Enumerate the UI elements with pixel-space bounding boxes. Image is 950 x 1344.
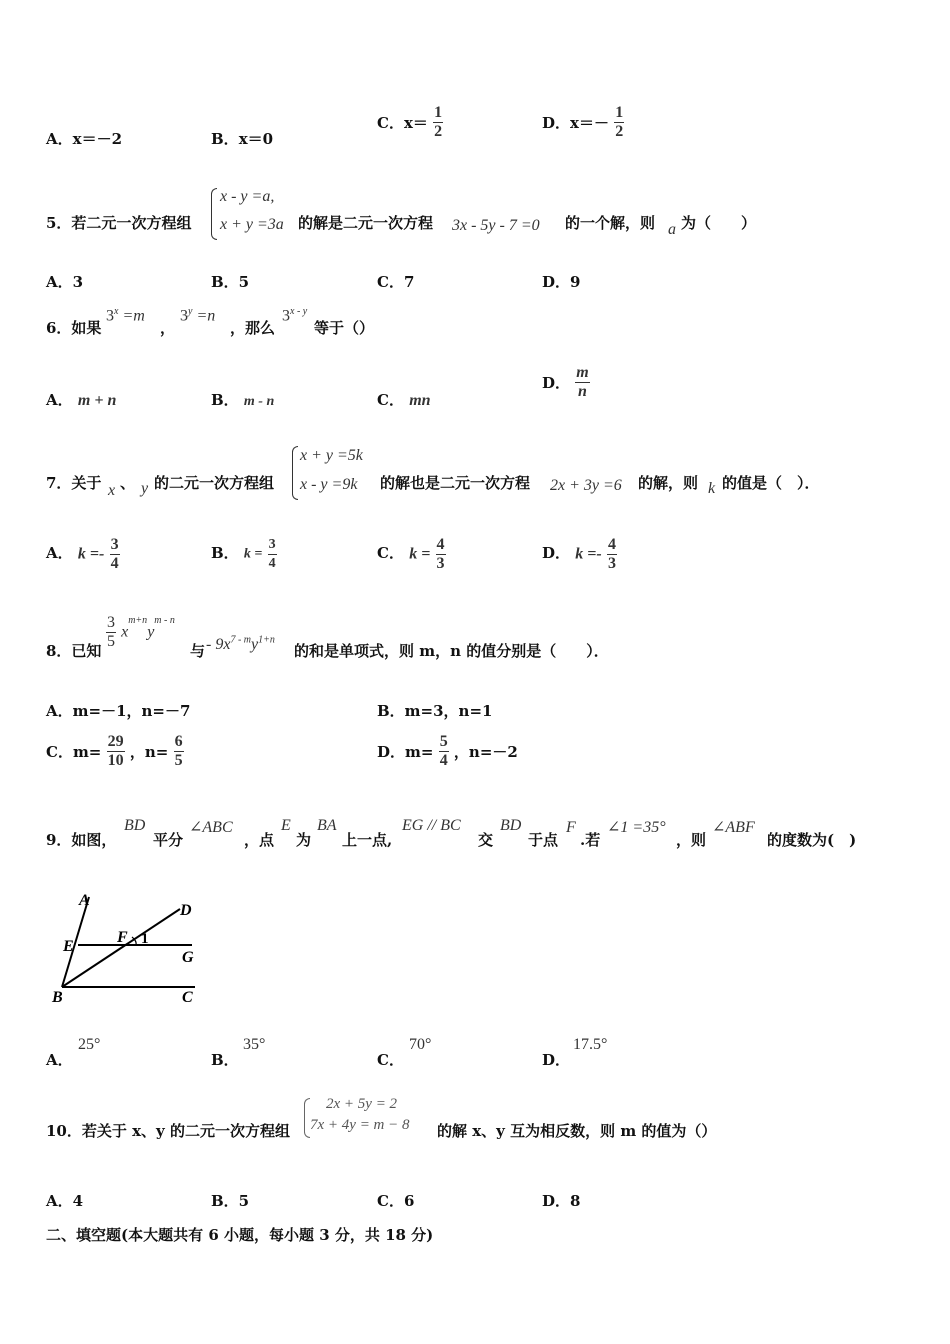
q9-t9: 的度数为( ) bbox=[767, 831, 857, 849]
q9-prefix: 9．如图， bbox=[46, 831, 117, 849]
label-f: F bbox=[117, 929, 128, 946]
q6-option-b: B． m - n bbox=[211, 391, 275, 409]
q8-c-fraction-m: $\frac{29}{10}$ bbox=[107, 733, 124, 769]
q7-option-d: D． k =- $\frac{4}{3}$ bbox=[542, 536, 616, 572]
q4-option-b: B．x＝0 bbox=[211, 130, 274, 148]
q7-eq1: x + y =5k bbox=[300, 447, 363, 464]
q6-expr2: $3^y =n$ bbox=[180, 306, 216, 325]
q9-t1: 平分 bbox=[153, 831, 184, 849]
q7-prefix: 7．关于 bbox=[46, 474, 102, 492]
q7-mid: 的二元一次方程组 bbox=[154, 474, 275, 492]
q9-option-b-value: 35° bbox=[243, 1036, 266, 1053]
q4-option-d: D．x＝－ $\frac{1}{2}$ bbox=[542, 104, 624, 140]
q10-eq1: 2x + 5y = 2 bbox=[326, 1096, 398, 1112]
q8-option-b: B．m=3，n=1 bbox=[377, 702, 493, 720]
q5-eq2: x + y =3a bbox=[220, 216, 284, 233]
q9-abf: ∠ABF bbox=[712, 819, 755, 836]
q8-suffix: 的和是单项式，则 m，n 的值分别是（ ）． bbox=[294, 642, 609, 660]
q8-fraction: $\frac{3}{5}$ bbox=[107, 614, 115, 650]
label-c: C bbox=[182, 989, 193, 1006]
q10-option-a: A．4 bbox=[46, 1192, 84, 1210]
q5-suffix: 为（ ） bbox=[681, 214, 757, 232]
q5-mid2: 的一个解，则 bbox=[565, 214, 656, 232]
q6-mid: ，那么 bbox=[230, 319, 276, 337]
q5-option-a: A．3 bbox=[46, 273, 84, 291]
section-2-heading: 二、填空题(本大题共有 6 小题，每小题 3 分，共 18 分) bbox=[46, 1226, 434, 1244]
q9-option-d-value: 17.5° bbox=[573, 1036, 608, 1053]
q4-d-fraction: $\frac{1}{2}$ bbox=[615, 104, 624, 140]
q7-option-b: B． k = $\frac{3}{4}$ bbox=[211, 537, 276, 571]
q10-suffix: 的解 x、y 互为相反数，则 m 的值为（） bbox=[437, 1122, 717, 1140]
q8-option-d: D．m= $\frac{5}{4}$ ，n=－2 bbox=[377, 733, 518, 769]
q9-option-d-letter: D． bbox=[542, 1051, 571, 1069]
q6-expr3: 3$^{x - y}$ bbox=[282, 306, 308, 325]
q7-c-fraction: $\frac{4}{3}$ bbox=[436, 536, 445, 572]
q7-option-a: A． k =- $\frac{3}{4}$ bbox=[46, 536, 119, 572]
q9-option-a-value: 25° bbox=[78, 1036, 101, 1053]
q7-brace bbox=[292, 446, 298, 500]
q8-c-fraction-n: $\frac{6}{5}$ bbox=[174, 733, 183, 769]
q6-d-fraction: $\frac{m}{n}$ bbox=[576, 364, 589, 400]
label-angle-1: 1 bbox=[141, 931, 149, 947]
q8-d-fraction: $\frac{5}{4}$ bbox=[439, 733, 448, 769]
q5-option-c: C．7 bbox=[377, 273, 415, 291]
label-b: B bbox=[52, 989, 63, 1006]
q8-prefix: 8．已知 bbox=[46, 642, 102, 660]
q10-option-c: C．6 bbox=[377, 1192, 415, 1210]
q7-a-fraction: $\frac{3}{4}$ bbox=[110, 536, 119, 572]
q7-k: k bbox=[708, 480, 716, 497]
q6-expr1: $3^x =m$ bbox=[106, 306, 145, 325]
q9-t4: 上一点, bbox=[342, 831, 393, 849]
q8-option-a: A．m=－1，n=－7 bbox=[46, 702, 191, 720]
q9-t5: 交 bbox=[478, 831, 494, 849]
q6-suffix: 等于（） bbox=[314, 319, 375, 337]
q7-eq2: x - y =9k bbox=[300, 476, 358, 493]
q6-option-d: D． $\frac{m}{n}$ bbox=[542, 364, 589, 400]
q7-mid3: 的解，则 bbox=[638, 474, 699, 492]
q6-comma: ， bbox=[160, 319, 176, 337]
q9-t7: .若 bbox=[580, 831, 601, 849]
q5-option-b: B．5 bbox=[211, 273, 250, 291]
q7-sep: 、 bbox=[120, 474, 136, 492]
q7-y: y bbox=[141, 480, 149, 497]
q5-eq1: x - y =a, bbox=[220, 188, 275, 205]
q9-option-c-value: 70° bbox=[409, 1036, 432, 1053]
q10-option-d: D．8 bbox=[542, 1192, 581, 1210]
q9-option-b-letter: B． bbox=[211, 1051, 239, 1069]
q9-abc: ∠ABC bbox=[189, 819, 233, 836]
q9-f: F bbox=[566, 819, 576, 836]
q5-var: a bbox=[668, 221, 676, 238]
q6-option-a: A． m + n bbox=[46, 391, 117, 409]
q9-ba: BA bbox=[317, 817, 337, 834]
q8-option-c: C．m= $\frac{29}{10}$ ，n= $\frac{6}{5}$ bbox=[46, 733, 183, 769]
q5-brace bbox=[211, 188, 217, 240]
q9-t6: 于点 bbox=[528, 831, 559, 849]
q7-x: x bbox=[108, 482, 116, 499]
q6-prefix: 6．如果 bbox=[46, 319, 102, 337]
q4-option-a: A．x＝－2 bbox=[46, 130, 123, 148]
q9-e: E bbox=[281, 817, 291, 834]
q9-option-a-letter: A． bbox=[46, 1051, 73, 1069]
q9-t2: ，点 bbox=[244, 831, 275, 849]
line-bd bbox=[62, 909, 180, 987]
q9-figure bbox=[40, 885, 220, 1010]
q5-mid: 的解是二元一次方程 bbox=[298, 214, 434, 232]
q9-bd2: BD bbox=[500, 817, 522, 834]
label-e: E bbox=[63, 938, 74, 955]
q5-prefix: 5．若二元一次方程组 bbox=[46, 214, 192, 232]
q9-angle: ∠1 =35° bbox=[607, 819, 666, 836]
q7-d-fraction: $\frac{4}{3}$ bbox=[607, 536, 616, 572]
q10-eq2: 7x + 4y = m − 8 bbox=[310, 1117, 410, 1133]
q7-mid2: 的解也是二元一次方程 bbox=[380, 474, 531, 492]
q10-prefix: 10．若关于 x、y 的二元一次方程组 bbox=[46, 1122, 290, 1140]
q10-option-b: B．5 bbox=[211, 1192, 250, 1210]
q5-option-d: D．9 bbox=[542, 273, 581, 291]
q8-term2: - $9x^{7 - m}y^{1+n}$ bbox=[206, 634, 275, 653]
q8-mid: 与 bbox=[190, 642, 206, 660]
q5-eq3: 3x - 5y - 7 =0 bbox=[452, 217, 540, 234]
q9-t3: 为 bbox=[296, 831, 312, 849]
label-g: G bbox=[182, 949, 194, 966]
q9-bd: BD bbox=[124, 817, 146, 834]
q7-b-fraction: $\frac{3}{4}$ bbox=[268, 537, 276, 571]
q9-option-c-letter: C． bbox=[377, 1051, 404, 1069]
q7-eq3: 2x + 3y =6 bbox=[550, 477, 622, 494]
q7-option-c: C． k = $\frac{4}{3}$ bbox=[377, 536, 445, 572]
q6-option-c: C． mn bbox=[377, 391, 431, 409]
q7-suffix: 的值是（ ）． bbox=[722, 474, 820, 492]
q8-term1: $\frac{3}{5}$ $x^{m+n}y^{m - n}$ bbox=[107, 614, 175, 650]
label-a: A bbox=[79, 892, 90, 909]
q9-t8: ，则 bbox=[676, 831, 707, 849]
q9-eg: EG // BC bbox=[402, 817, 461, 834]
q4-c-fraction: $\frac{1}{2}$ bbox=[434, 104, 443, 140]
q4-option-c: C．x＝ $\frac{1}{2}$ bbox=[377, 104, 443, 140]
label-d: D bbox=[180, 902, 192, 919]
